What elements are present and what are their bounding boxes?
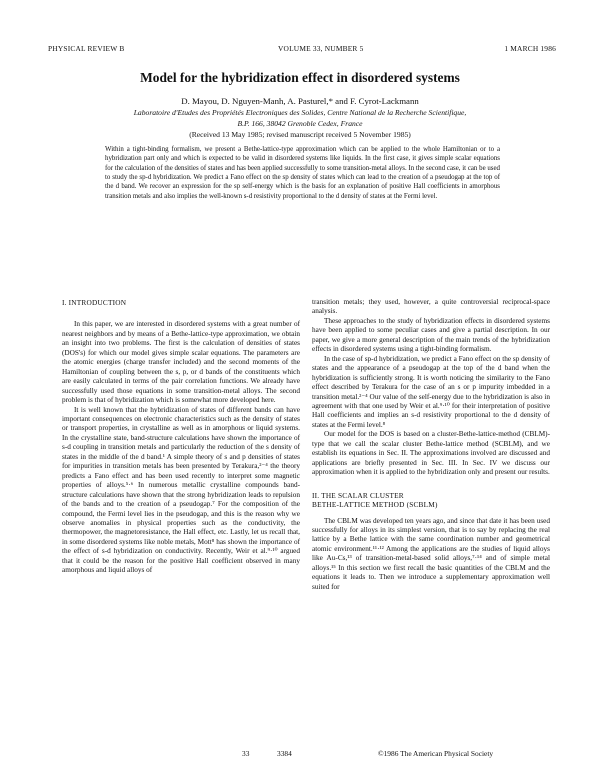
section-heading-scblm-line-1: II. THE SCALAR CLUSTER xyxy=(312,490,404,500)
affiliation-line-1: Laboratoire d'Etudes des Propriétés Electroniques des Solides, Centre National de la Recherche Scientifique, xyxy=(133,108,467,117)
running-header xyxy=(48,44,556,56)
body-paragraph: transition metals; they used, however, a quite controversial reciprocal-space analysis. xyxy=(312,298,550,316)
copyright-notice: ©1986 The American Physical Society xyxy=(378,749,494,758)
body-paragraph: Our model for the DOS is based on a cluster-Bethe-lattice-method (CBLM)-type that we call the scalar cluster Bethe-lattice method (SCBLM), and we establish its equations in Sec. II. The approximations involved are discussed and applications are briefly presented in Sec. III. In Sec. IV we discuss our approximation when it is applied to the hybridization only and present our results. xyxy=(312,430,550,477)
volume-number: VOLUME 33, NUMBER 5 xyxy=(278,44,364,53)
section-heading-introduction: I. INTRODUCTION xyxy=(62,298,127,307)
affiliation-line-2: B.P. 166, 38042 Grenoble Cedex, France xyxy=(237,118,363,128)
section-heading-scblm-line-2: BETHE-LATTICE METHOD (SCBLM) xyxy=(312,500,438,510)
body-paragraph: In this paper, we are interested in disordered systems with a great number of nearest neighbors and by means of a Bethe-lattice-type approximation, we obtain an insight into two problems. The first is the calculation of densities of states (DOS's) for which our model gives simple scalar equations. The parameters are the atomic energies (charge transfer included) and the second moments of the Hamiltonian of coupling between the s, p, or d bands of the constituents which are easily calculated in terms of the pair correlation functions. We already have successfully used those equations in some transition-metal alloys. The second problem is that of hybridization which is somewhat more developed here. xyxy=(62,320,300,405)
right-column xyxy=(312,298,550,592)
issue-date: 1 MARCH 1986 xyxy=(504,44,556,53)
abstract: Within a tight-binding formalism, we present a Bethe-lattice-type approximation which can be applied to the whole Hamiltonian or to a hybridization part only and which is expected to be valid in disordered systems like liquids. In the first case, it gives simple scalar equations for the calculation of the densities of states and has been applied successfully to some transition-metal alloys. In the second case, it can be used to study the sp-d hybridization. We predict a Fano effect on the sp density of states which can lead to the creation of a pseudogap at the top of the d band. We recover an expression for the sp self-energy which is the basis for an explanation of positive Hall coefficients in amorphous transition metals and also implies the well-known s-d resistivity proportional to the d density of states at the Fermi level. xyxy=(105,146,500,200)
author-list: D. Mayou, D. Nguyen-Manh, A. Pasturel,* and F. Cyrot-Lackmann xyxy=(181,96,419,106)
page-number: 3384 xyxy=(277,749,292,758)
footer-volume: 33 xyxy=(242,749,250,758)
body-paragraph: The CBLM was developed ten years ago, and since that date it has been used successfully for alloys in its simplest version, that is to say by replacing the real lattice by a Bethe lattice with the same coordination number and geometrical atomic environment.¹¹·¹² Among the applications are the studies of liquid alloys like Au-Cs,¹³ of transition-metal-based solid alloys,⁷·¹⁴ and of simple metal alloys.¹⁵ In this section we first recall the basic quantities of the CBLM and the equations it leads to. Then we introduce a supplementary approximation well suited for xyxy=(312,516,550,591)
article-title: Model for the hybridization effect in disordered systems xyxy=(140,70,460,85)
received-dates: (Received 13 May 1985; revised manuscript received 5 November 1985) xyxy=(189,130,411,139)
journal-name: PHYSICAL REVIEW B xyxy=(48,44,125,53)
body-paragraph: These approaches to the study of hybridization effects in disordered systems have been applied to some peculiar cases and give a partial description. In our paper, we give a more general description of the main trends of the hybridization effects in disordered systems using a tight-binding formalism. xyxy=(312,316,550,354)
page-footer xyxy=(0,749,600,761)
affiliation xyxy=(60,108,540,129)
body-paragraph: In the case of sp-d hybridization, we predict a Fano effect on the sp density of states and the appearance of a pseudogap at the top of the d band when the hybridization is sufficiently strong. It is worth noticing the similarity to the Fano effect described by Terakura for the case of an s or p impurity imbedded in a transition metal.²⁻⁴ Our value of the self-energy due to the hybridization is also in agreement with that one used by Weir et al.⁹·¹⁰ for their interpretation of positive Hall coefficients and implies an s-d resistivity proportional to the d density of states at the Fermi level.⁸ xyxy=(312,354,550,429)
left-column xyxy=(62,298,300,576)
body-paragraph: It is well known that the hybridization of states of different bands can have important consequences on electronic characteristics such as the density of states or transport properties, in crystalline as well as in amorphous or liquid systems. In the crystalline state, band-structure calculations have shown the importance of s-d coupling in transition metals and particularly the reduction of the s density of states in the middle of the d band.¹ A simple theory of s and p densities of states for impurities in transition metals has been presented by Terakura,²⁻⁴ the theory predicts a Fano effect and has been used recently to interpret some magnetic properties of alloys.⁵·⁶ In numerous metallic crystalline compounds band-structure calculations have shown that the strong hybridization leads to repulsion of the bands and to the creation of a pseudogap.⁷ For the composition of the compound, the Fermi level lies in the pseudogap, and this is the reason why we observe anomalies in physical properties such as the conductivity, the thermopower, the magnetoresistance, the Hall effect, etc. Lastly, let us recall that, in some disordered systems like noble metals, Mott⁸ has shown the importance of the effect of s-d hybridization on conductivity. Recently, Weir et al.⁹·¹⁰ argued that it could be the reason for the positive Hall coefficient observed in many amorphous and liquid alloys of xyxy=(62,405,300,575)
